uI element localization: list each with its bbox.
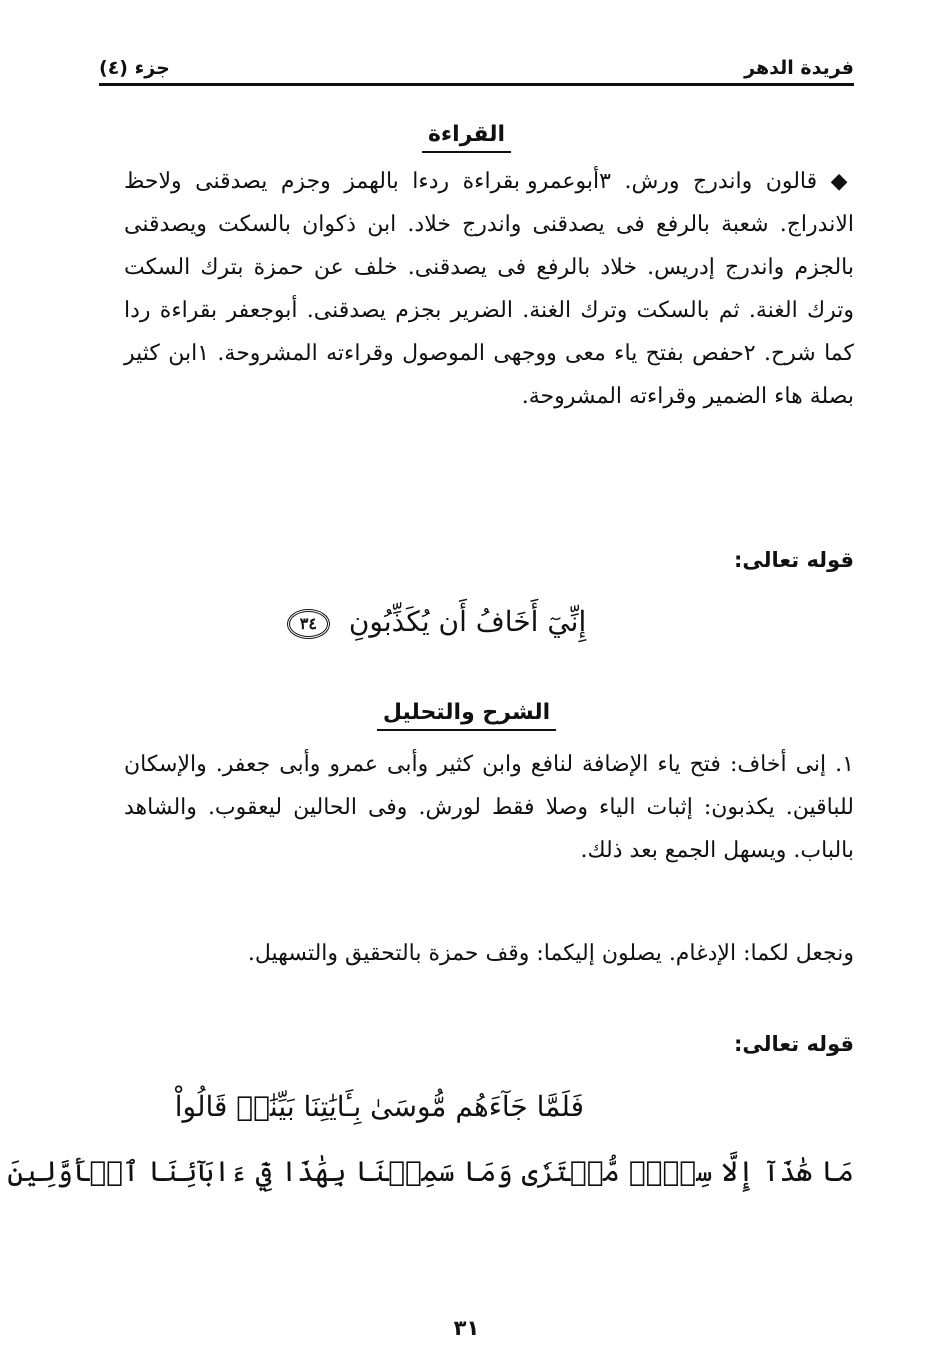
verse-text: إِنِّيٓ أَخَافُ أَن يُكَذِّبُونِ bbox=[349, 605, 588, 638]
reading-paragraph: ◆ قالون واندرج ورش. ٣أبوعمرو بقراءة ردءا بالهمز وجزم يصدقنى ولاحظ الاندراج. شعبة بالرفع فى يصدقنى واندرج خلاد. ابن ذكوان بالسكت ويصدقنى بالجزم واندرج إدريس. خلاد بالرفع فى يصدقنى. خلف عن حمزة بترك السكت وترك الغنة. ثم بالسكت وترك الغنة. الضرير بجزم يصدقنى. أبوجعفر بقراءة ردا كما شرح. ٢حفص بفتح ياء معى ووجهى الموصول وقراءته المشروحة. ١ابن كثير بصلة هاء الضمير وقراءته المشروحة. bbox=[125, 169, 856, 409]
verse-text: مَا هَٰذَآ إِلَّا سِحۡرٞ مُّفۡتَرٗى وَمَا سَمِعۡنَا بِهَٰذَا فِيٓ ءَابَآئِنَا ٱلۡأَوَّلِينَ bbox=[8, 1155, 855, 1188]
page-header bbox=[100, 44, 855, 86]
quran-verse-36-line2 bbox=[0, 1150, 855, 1194]
verse-label: قوله تعالى: bbox=[734, 1032, 855, 1056]
book-title: فريدة الدهر bbox=[745, 57, 855, 79]
quran-verse-34 bbox=[0, 600, 935, 644]
ayah-number-marker: ٣٤ bbox=[288, 609, 331, 639]
section-title-explanation: الشرح والتحليل bbox=[0, 700, 935, 725]
part-label: جزء (٤) bbox=[100, 57, 171, 79]
page-number: ٣١ bbox=[454, 1316, 481, 1340]
quran-verse-36-line1: فَلَمَّا جَآءَهُم مُّوسَىٰ بِـَٔايَٰتِنَا بَيِّنَٰتٖ قَالُواْ bbox=[175, 1090, 585, 1123]
explanation-note: ونجعل لكما: الإدغام. يصلون إليكما: وقف حمزة بالتحقيق والتسهيل. bbox=[248, 941, 855, 966]
explanation-paragraph: ١. إنى أخاف: فتح ياء الإضافة لنافع وابن كثير وأبى عمرو وأبى جعفر. والإسكان للباقين. يكذبون: إثبات الياء وصلا فقط لورش. وفى الحالين ليعقوب. والشاهد بالباب. ويسهل الجمع بعد ذلك. bbox=[125, 752, 855, 863]
section-title-reading: القراءة bbox=[0, 122, 935, 147]
verse-label: قوله تعالى: bbox=[734, 548, 855, 572]
